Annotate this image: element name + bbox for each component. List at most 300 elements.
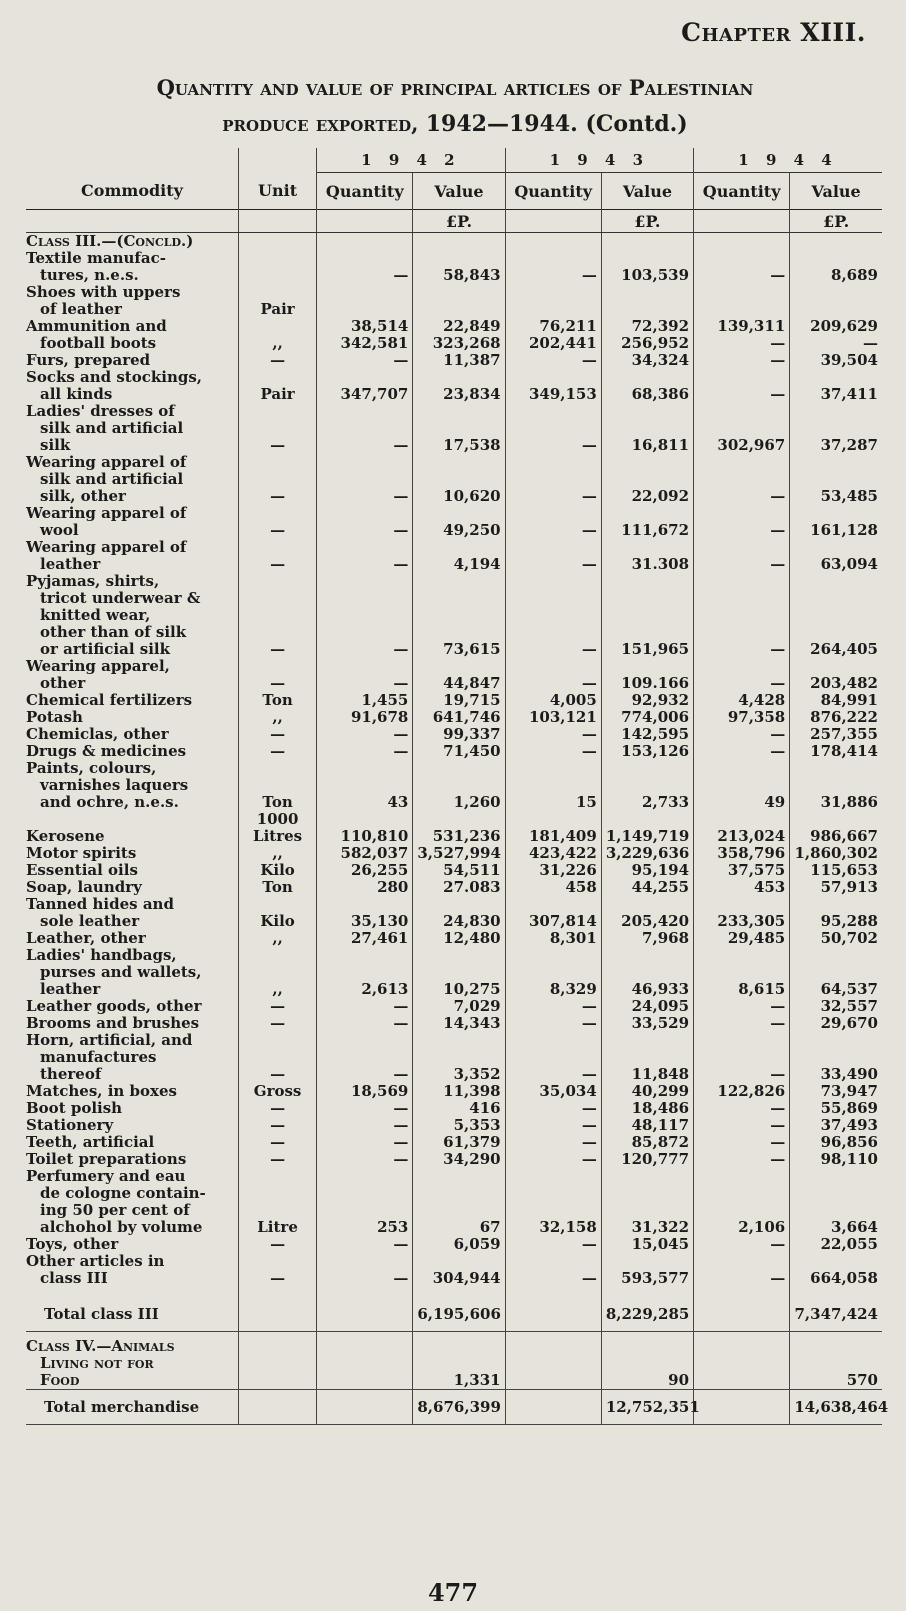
quantity-cell: 349,153 (505, 369, 601, 403)
quantity-cell: 347,707 (317, 369, 413, 403)
value-cell (601, 233, 693, 251)
value-cell: 23,834 (413, 369, 505, 403)
value-cell: 3,664 (790, 1168, 882, 1236)
quantity-cell: — (317, 1134, 413, 1151)
value-cell: 257,355 (790, 726, 882, 743)
value-cell: 73,615 (413, 573, 505, 658)
quantity-cell: 213,024 (694, 811, 790, 845)
value-cell (790, 233, 882, 251)
quantity-cell: — (505, 250, 601, 284)
value-cell: 19,715 (413, 692, 505, 709)
quantity-cell: — (694, 573, 790, 658)
header-spacer (505, 210, 601, 233)
unit-cell: ,, (238, 947, 316, 998)
header-spacer (238, 148, 316, 173)
spacer-cell (505, 1287, 601, 1297)
value-cell: 8,689 (790, 250, 882, 284)
quantity-cell: — (317, 352, 413, 369)
quantity-cell: — (317, 1253, 413, 1287)
quantity-cell: — (694, 250, 790, 284)
unit-cell: — (238, 1117, 316, 1134)
quantity-cell: — (505, 1253, 601, 1287)
value-cell: 72,392 256,952 (601, 318, 693, 352)
value-cell (601, 284, 693, 318)
unit-cell: — (238, 743, 316, 760)
value-cell: 49,250 (413, 505, 505, 539)
table-row (26, 1253, 882, 1287)
page-number: 477 (427, 1578, 479, 1607)
commodity-label: Ammunition and (26, 317, 167, 335)
commodity-label: Boot polish (26, 1099, 123, 1117)
table-title (30, 70, 880, 142)
commodity-label: of leather (40, 300, 122, 318)
commodity-label: tricot underwear & (40, 589, 201, 607)
commodity-cell (26, 658, 238, 692)
value-cell: 57,913 (790, 879, 882, 896)
header-spacer (694, 210, 790, 233)
unit-cell: ,, (238, 318, 316, 352)
quantity-cell: 458 (505, 879, 601, 896)
commodity-cell (26, 1168, 238, 1236)
quantity-cell: — (317, 403, 413, 454)
value-cell: 67 (413, 1168, 505, 1236)
quantity-cell: 1,455 (317, 692, 413, 709)
value-cell: 34,324 (601, 352, 693, 369)
commodity-label: Ladies' dresses of (26, 402, 175, 420)
commodity-label: varnishes laquers (40, 776, 189, 794)
commodity-cell (26, 573, 238, 658)
quantity-cell: 37,575 (694, 862, 790, 879)
quantity-cell (505, 1390, 601, 1425)
value-cell: 68,386 (601, 369, 693, 403)
value-cell: 6,059 (413, 1236, 505, 1253)
value-cell: 44,847 (413, 658, 505, 692)
quantity-cell: — (505, 726, 601, 743)
quantity-cell: 26,255 (317, 862, 413, 879)
value-cell: 31,322 (601, 1168, 693, 1236)
total-value: 14,638,464 (790, 1390, 882, 1425)
commodity-label: Chemical fertilizers (26, 691, 193, 709)
quantity-cell: 139,311 — (694, 318, 790, 352)
unit-cell (238, 233, 316, 251)
quantity-cell: — (317, 1032, 413, 1083)
commodity-cell (26, 692, 238, 709)
value-cell: 103,539 (601, 250, 693, 284)
header-value: Value (413, 173, 505, 210)
commodity-cell (26, 318, 238, 352)
value-cell: 205,420 (601, 896, 693, 930)
commodity-label: de cologne contain- (40, 1184, 206, 1202)
table-row (26, 1236, 882, 1253)
table-row (26, 1032, 882, 1083)
value-cell: 304,944 (413, 1253, 505, 1287)
value-cell: 986,667 (790, 811, 882, 845)
total-value: 6,195,606 (413, 1297, 505, 1332)
quantity-cell: — (505, 1134, 601, 1151)
unit-cell: — (238, 1015, 316, 1032)
table-row (26, 1015, 882, 1032)
value-cell: 209,629 — (790, 318, 882, 352)
quantity-cell: — (317, 743, 413, 760)
quantity-cell: 43 (317, 760, 413, 811)
quantity-cell: — (694, 1151, 790, 1168)
table-row (26, 862, 882, 879)
spacer-cell (790, 1287, 882, 1297)
quantity-cell: 582,037 (317, 845, 413, 862)
table-row (26, 1151, 882, 1168)
unit-cell: — (238, 505, 316, 539)
value-cell: 5,353 (413, 1117, 505, 1134)
quantity-cell: — (317, 1117, 413, 1134)
commodity-label: Wearing apparel of (26, 453, 187, 471)
unit-cell: — (238, 539, 316, 573)
value-cell: 32,557 (790, 998, 882, 1015)
quantity-cell: 29,485 (694, 930, 790, 947)
value-cell (790, 284, 882, 318)
value-cell: 24,830 (413, 896, 505, 930)
quantity-cell: 35,034 (505, 1083, 601, 1100)
value-cell: 48,117 (601, 1117, 693, 1134)
value-cell: 153,126 (601, 743, 693, 760)
quantity-cell: — (505, 658, 601, 692)
quantity-cell: — (694, 505, 790, 539)
table-row (26, 233, 882, 251)
table-row (26, 318, 882, 352)
title-line-1: Quantity and value of principal articles of Palestinian (156, 75, 754, 100)
commodity-label: other (40, 674, 86, 692)
quantity-cell (694, 233, 790, 251)
commodity-label: Living not for (40, 1354, 154, 1372)
value-cell: 84,991 (790, 692, 882, 709)
value-cell: 570 (790, 1332, 882, 1390)
quantity-cell: 103,121 (505, 709, 601, 726)
exports-table (26, 148, 889, 1425)
quantity-cell: 27,461 (317, 930, 413, 947)
table-row (26, 539, 882, 573)
commodity-label: Ladies' handbags, (26, 946, 177, 964)
currency-label: £P. (601, 210, 693, 233)
table-row (26, 998, 882, 1015)
unit-cell: — (238, 1100, 316, 1117)
table-row (26, 1134, 882, 1151)
value-cell: 18,486 (601, 1100, 693, 1117)
table-row (26, 1100, 882, 1117)
quantity-cell (505, 1297, 601, 1332)
unit-cell: ,, (238, 845, 316, 862)
spacer-cell (413, 1287, 505, 1297)
value-cell: 14,343 (413, 1015, 505, 1032)
commodity-cell (26, 1032, 238, 1083)
commodity-label: Toys, other (26, 1235, 119, 1253)
value-cell: 55,869 (790, 1100, 882, 1117)
spacer-row (26, 1287, 882, 1297)
commodity-cell (26, 454, 238, 505)
unit-cell: Litre (238, 1168, 316, 1236)
commodity-cell (26, 1253, 238, 1287)
quantity-cell: — (505, 1100, 601, 1117)
commodity-cell (26, 930, 238, 947)
quantity-cell: — (694, 1032, 790, 1083)
header-commodity: Commodity (81, 181, 183, 201)
header-quantity: Quantity (694, 173, 790, 210)
spacer-cell (694, 1287, 790, 1297)
quantity-cell: 181,409 (505, 811, 601, 845)
quantity-cell (317, 284, 413, 318)
quantity-cell: — (317, 658, 413, 692)
quantity-cell: — (317, 1015, 413, 1032)
quantity-cell: 423,422 (505, 845, 601, 862)
unit-cell: — (238, 1032, 316, 1083)
value-cell: 46,933 (601, 947, 693, 998)
commodity-cell (26, 845, 238, 862)
unit-cell: Pair (238, 284, 316, 318)
commodity-label: Paints, colours, (26, 759, 157, 777)
quantity-cell (505, 284, 601, 318)
currency-label: £P. (413, 210, 505, 233)
value-cell: 120,777 (601, 1151, 693, 1168)
value-cell: 10,275 (413, 947, 505, 998)
commodity-cell (26, 1100, 238, 1117)
unit-cell: — (238, 1151, 316, 1168)
value-cell: 10,620 (413, 454, 505, 505)
quantity-cell: 76,211 202,441 (505, 318, 601, 352)
value-cell: 142,595 (601, 726, 693, 743)
quantity-cell: 8,301 (505, 930, 601, 947)
quantity-cell: — (505, 1032, 601, 1083)
commodity-label: Horn, artificial, and (26, 1031, 193, 1049)
commodity-label: Wearing apparel of (26, 538, 187, 556)
commodity-label: Leather, other (26, 929, 146, 947)
value-cell: 12,480 (413, 930, 505, 947)
quantity-cell: — (694, 1134, 790, 1151)
commodity-label: manufactures (40, 1048, 157, 1066)
unit-cell: Ton (238, 879, 316, 896)
commodity-cell (26, 811, 238, 845)
commodity-label: Teeth, artificial (26, 1133, 155, 1151)
value-cell: 71,450 (413, 743, 505, 760)
value-cell: 61,379 (413, 1134, 505, 1151)
quantity-cell: — (317, 1100, 413, 1117)
unit-cell: — (238, 658, 316, 692)
currency-label: £P. (790, 210, 882, 233)
quantity-cell (317, 1332, 413, 1390)
quantity-cell: — (694, 1015, 790, 1032)
quantity-cell: 358,796 (694, 845, 790, 862)
table-row (26, 811, 882, 845)
commodity-cell (26, 760, 238, 811)
year-1944: 1 9 4 4 (694, 148, 882, 173)
value-cell: 11,387 (413, 352, 505, 369)
commodity-label: leather (40, 980, 101, 998)
commodity-cell (26, 539, 238, 573)
commodity-cell (26, 284, 238, 318)
commodity-label: Leather goods, other (26, 997, 202, 1015)
total-label: Total class III (44, 1304, 159, 1323)
value-cell: 37,411 (790, 369, 882, 403)
commodity-cell (26, 709, 238, 726)
commodity-label: Drugs & medicines (26, 742, 187, 760)
value-cell (413, 284, 505, 318)
value-cell: 1,860,302 (790, 845, 882, 862)
total-label: Total merchandise (26, 1390, 238, 1425)
quantity-cell (694, 1332, 790, 1390)
quantity-cell: 4,005 (505, 692, 601, 709)
commodity-label: Food (40, 1371, 80, 1389)
commodity-label: Brooms and brushes (26, 1014, 200, 1032)
quantity-cell: — (505, 505, 601, 539)
quantity-cell: — (317, 998, 413, 1015)
unit-cell: Ton (238, 692, 316, 709)
commodity-label: silk and artificial (40, 470, 184, 488)
spacer-cell (317, 1287, 413, 1297)
table-row (26, 879, 882, 896)
total-class-3-row (26, 1297, 882, 1332)
value-cell: 39,504 (790, 352, 882, 369)
commodity-label: Shoes with uppers (26, 283, 181, 301)
quantity-cell: — (694, 539, 790, 573)
value-cell: 593,577 (601, 1253, 693, 1287)
commodity-label: Matches, in boxes (26, 1082, 177, 1100)
value-cell: 50,702 (790, 930, 882, 947)
commodity-label: all kinds (40, 385, 113, 403)
value-cell: 641,746 (413, 709, 505, 726)
quantity-cell: — (317, 1236, 413, 1253)
commodity-label: Chemiclas, other (26, 725, 169, 743)
header-spacer (26, 210, 238, 233)
commodity-cell (26, 1015, 238, 1032)
commodity-cell (26, 1332, 238, 1390)
quantity-cell: — (694, 1253, 790, 1287)
header-value: Value (601, 173, 693, 210)
value-cell: 1,260 (413, 760, 505, 811)
commodity-label: Perfumery and eau (26, 1167, 186, 1185)
unit-cell: Gross (238, 1083, 316, 1100)
quantity-cell: 280 (317, 879, 413, 896)
title-line-2 (30, 106, 880, 142)
commodity-label: Class III.—(Concld.) (26, 232, 194, 250)
value-cell: 31.308 (601, 539, 693, 573)
commodity-cell (26, 250, 238, 284)
quantity-cell: — (505, 1151, 601, 1168)
commodity-cell (26, 998, 238, 1015)
value-cell: 531,236 (413, 811, 505, 845)
unit-cell: ,, (238, 930, 316, 947)
value-cell: 95,194 (601, 862, 693, 879)
commodity-label: football boots (40, 334, 157, 352)
total-value: 12,752,351 (601, 1390, 693, 1425)
commodity-label: leather (40, 555, 101, 573)
quantity-cell: 302,967 (694, 403, 790, 454)
value-cell: 3,527,994 (413, 845, 505, 862)
commodity-cell (26, 1117, 238, 1134)
commodity-cell (26, 233, 238, 251)
commodity-cell (26, 879, 238, 896)
commodity-label: silk, other (40, 487, 126, 505)
commodity-label: Stationery (26, 1116, 114, 1134)
commodity-label: thereof (40, 1065, 102, 1083)
unit-cell: — (238, 1236, 316, 1253)
value-cell: 98,110 (790, 1151, 882, 1168)
unit-cell: — (238, 352, 316, 369)
value-cell: 22,055 (790, 1236, 882, 1253)
quantity-cell: — (505, 743, 601, 760)
value-cell: 876,222 (790, 709, 882, 726)
value-cell: 53,485 (790, 454, 882, 505)
table-row (26, 352, 882, 369)
quantity-cell: 233,305 (694, 896, 790, 930)
quantity-cell: 4,428 (694, 692, 790, 709)
unit-cell: — (238, 1253, 316, 1287)
quantity-cell: 2,613 (317, 947, 413, 998)
quantity-cell: — (694, 1100, 790, 1117)
value-cell (413, 233, 505, 251)
value-cell: 92,932 (601, 692, 693, 709)
value-cell: 17,538 (413, 403, 505, 454)
commodity-cell (26, 896, 238, 930)
quantity-cell: 49 (694, 760, 790, 811)
table-row (26, 896, 882, 930)
quantity-cell: — (505, 1236, 601, 1253)
quantity-cell: — (317, 726, 413, 743)
value-cell: 44,255 (601, 879, 693, 896)
unit-cell: — (238, 454, 316, 505)
value-cell: 40,299 (601, 1083, 693, 1100)
quantity-cell: — (694, 1117, 790, 1134)
quantity-cell: — (505, 403, 601, 454)
total-value: 8,676,399 (413, 1390, 505, 1425)
table-row (26, 250, 882, 284)
quantity-cell: — (694, 726, 790, 743)
table-row (26, 947, 882, 998)
value-cell: 90 (601, 1332, 693, 1390)
value-cell: 11,848 (601, 1032, 693, 1083)
unit-cell: Ton (238, 760, 316, 811)
quantity-cell: — (505, 1117, 601, 1134)
value-cell: 33,529 (601, 1015, 693, 1032)
year-1942: 1 9 4 2 (317, 148, 505, 173)
value-cell: 24,095 (601, 998, 693, 1015)
unit-cell: — (238, 573, 316, 658)
table-row (26, 284, 882, 318)
header-quantity: Quantity (317, 173, 413, 210)
commodity-label: class III (40, 1269, 108, 1287)
value-cell: 54,511 (413, 862, 505, 879)
quantity-cell (694, 284, 790, 318)
spacer-cell (238, 1287, 316, 1297)
table-row (26, 709, 882, 726)
table-row (26, 658, 882, 692)
quantity-cell: 253 (317, 1168, 413, 1236)
commodity-cell (26, 726, 238, 743)
commodity-label: Class IV.—Animals (26, 1337, 175, 1355)
quantity-cell: 2,106 (694, 1168, 790, 1236)
commodity-label: Soap, laundry (26, 878, 142, 896)
commodity-cell (26, 369, 238, 403)
quantity-cell: — (505, 352, 601, 369)
commodity-label: Essential oils (26, 861, 138, 879)
commodity-label: Wearing apparel of (26, 504, 187, 522)
quantity-cell: 110,810 (317, 811, 413, 845)
value-cell: 774,006 (601, 709, 693, 726)
quantity-cell: 35,130 (317, 896, 413, 930)
value-cell: 664,058 (790, 1253, 882, 1287)
quantity-cell: 307,814 (505, 896, 601, 930)
chapter-heading: Chapter XIII. (681, 18, 866, 47)
unit-cell: ,, (238, 709, 316, 726)
quantity-cell: — (505, 573, 601, 658)
commodity-label: alchohol by volume (40, 1218, 203, 1236)
header-quantity: Quantity (505, 173, 601, 210)
